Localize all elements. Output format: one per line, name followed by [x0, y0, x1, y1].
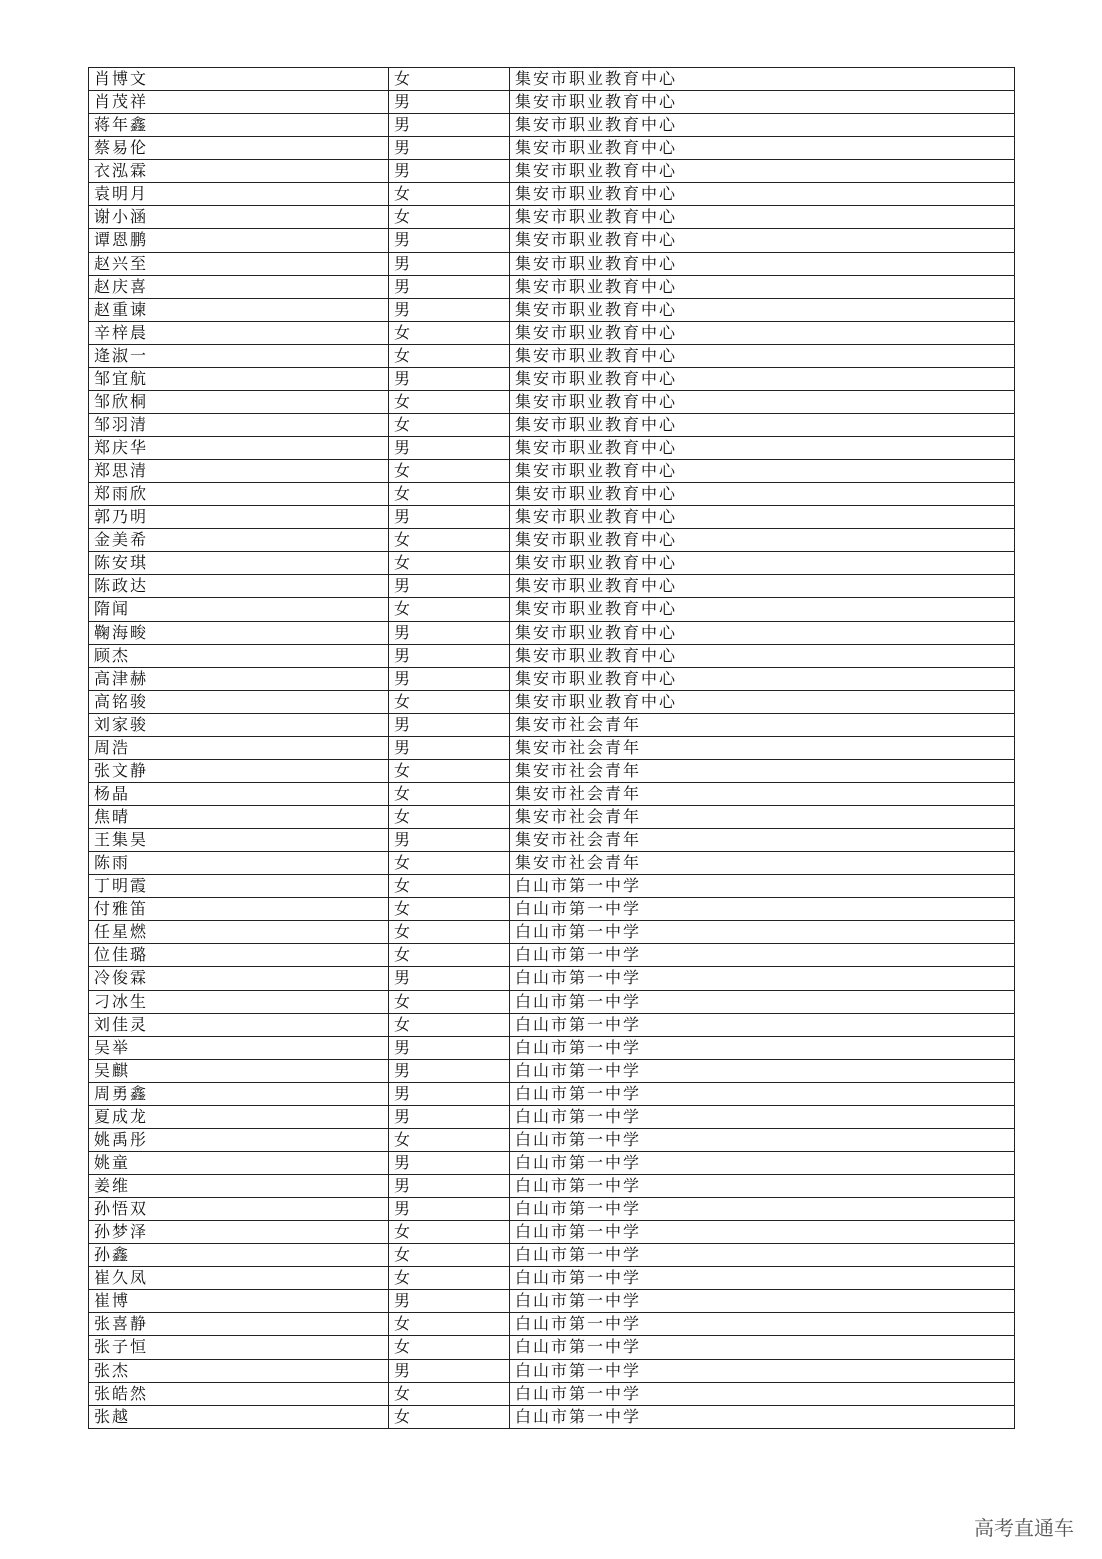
- name-cell: 郑庆华: [89, 437, 389, 460]
- table-row: [89, 483, 1015, 506]
- table-row: [89, 690, 1015, 713]
- table-row: [89, 1336, 1015, 1359]
- name-cell: 崔久凤: [89, 1267, 389, 1290]
- table-row: [89, 114, 1015, 137]
- table-row: [89, 252, 1015, 275]
- name-cell: 鞠海畯: [89, 621, 389, 644]
- name-cell: 焦晴: [89, 806, 389, 829]
- school-cell: 白山市第一中学: [510, 1336, 1015, 1359]
- school-cell: 集安市职业教育中心: [510, 321, 1015, 344]
- school-cell: 白山市第一中学: [510, 1128, 1015, 1151]
- school-cell: 白山市第一中学: [510, 1082, 1015, 1105]
- name-cell: 崔博: [89, 1290, 389, 1313]
- table-row: [89, 529, 1015, 552]
- table-row: [89, 1105, 1015, 1128]
- table-row: [89, 1359, 1015, 1382]
- name-cell: 陈政达: [89, 575, 389, 598]
- table-row: [89, 506, 1015, 529]
- name-cell: 丁明霞: [89, 875, 389, 898]
- table-row: [89, 967, 1015, 990]
- gender-cell: 男: [389, 736, 510, 759]
- name-cell: 周浩: [89, 736, 389, 759]
- school-cell: 集安市职业教育中心: [510, 344, 1015, 367]
- school-cell: 集安市职业教育中心: [510, 644, 1015, 667]
- name-cell: 赵兴至: [89, 252, 389, 275]
- name-cell: 赵重谏: [89, 298, 389, 321]
- school-cell: 集安市职业教育中心: [510, 506, 1015, 529]
- name-cell: 吴举: [89, 1036, 389, 1059]
- gender-cell: 男: [389, 1151, 510, 1174]
- school-cell: 白山市第一中学: [510, 1175, 1015, 1198]
- name-cell: 郭乃明: [89, 506, 389, 529]
- school-cell: 集安市职业教育中心: [510, 275, 1015, 298]
- table-row: [89, 1221, 1015, 1244]
- table-row: [89, 275, 1015, 298]
- school-cell: 白山市第一中学: [510, 1151, 1015, 1174]
- gender-cell: 女: [389, 759, 510, 782]
- gender-cell: 男: [389, 1105, 510, 1128]
- gender-cell: 女: [389, 921, 510, 944]
- name-cell: 杨晶: [89, 782, 389, 805]
- name-cell: 夏成龙: [89, 1105, 389, 1128]
- name-cell: 逄淑一: [89, 344, 389, 367]
- gender-cell: 男: [389, 1059, 510, 1082]
- name-cell: 刁冰生: [89, 990, 389, 1013]
- gender-cell: 女: [389, 1128, 510, 1151]
- school-cell: 白山市第一中学: [510, 1267, 1015, 1290]
- school-cell: 集安市职业教育中心: [510, 390, 1015, 413]
- gender-cell: 女: [389, 990, 510, 1013]
- gender-cell: 男: [389, 667, 510, 690]
- school-cell: 集安市职业教育中心: [510, 667, 1015, 690]
- gender-cell: 女: [389, 1405, 510, 1428]
- gender-cell: 男: [389, 713, 510, 736]
- table-row: [89, 91, 1015, 114]
- gender-cell: 男: [389, 160, 510, 183]
- school-cell: 集安市社会青年: [510, 736, 1015, 759]
- gender-cell: 男: [389, 252, 510, 275]
- name-cell: 辛梓晨: [89, 321, 389, 344]
- table-row: [89, 852, 1015, 875]
- name-cell: 姜维: [89, 1175, 389, 1198]
- table-row: [89, 736, 1015, 759]
- table-row: [89, 206, 1015, 229]
- table-row: [89, 1036, 1015, 1059]
- name-cell: 任星燃: [89, 921, 389, 944]
- gender-cell: 女: [389, 68, 510, 91]
- name-cell: 姚童: [89, 1151, 389, 1174]
- school-cell: 集安市职业教育中心: [510, 529, 1015, 552]
- name-cell: 刘佳灵: [89, 1013, 389, 1036]
- gender-cell: 男: [389, 114, 510, 137]
- name-cell: 衣泓霖: [89, 160, 389, 183]
- gender-cell: 女: [389, 852, 510, 875]
- school-cell: 白山市第一中学: [510, 1359, 1015, 1382]
- gender-cell: 男: [389, 1036, 510, 1059]
- name-cell: 蔡易伦: [89, 137, 389, 160]
- school-cell: 集安市社会青年: [510, 759, 1015, 782]
- gender-cell: 女: [389, 183, 510, 206]
- gender-cell: 女: [389, 1013, 510, 1036]
- table-row: [89, 759, 1015, 782]
- school-cell: 集安市职业教育中心: [510, 298, 1015, 321]
- gender-cell: 女: [389, 782, 510, 805]
- gender-cell: 女: [389, 321, 510, 344]
- table-row: [89, 1082, 1015, 1105]
- roster-table: [88, 67, 1015, 1429]
- table-row: [89, 944, 1015, 967]
- table-row: [89, 344, 1015, 367]
- table-row: [89, 229, 1015, 252]
- table-row: [89, 1313, 1015, 1336]
- gender-cell: 男: [389, 967, 510, 990]
- table-row: [89, 644, 1015, 667]
- gender-cell: 男: [389, 829, 510, 852]
- school-cell: 白山市第一中学: [510, 944, 1015, 967]
- table-row: [89, 460, 1015, 483]
- school-cell: 白山市第一中学: [510, 1221, 1015, 1244]
- school-cell: 白山市第一中学: [510, 1405, 1015, 1428]
- school-cell: 集安市职业教育中心: [510, 413, 1015, 436]
- table-row: [89, 1198, 1015, 1221]
- name-cell: 肖博文: [89, 68, 389, 91]
- table-row: [89, 390, 1015, 413]
- table-row: [89, 921, 1015, 944]
- name-cell: 王集昊: [89, 829, 389, 852]
- table-row: [89, 1175, 1015, 1198]
- gender-cell: 男: [389, 1175, 510, 1198]
- table-row: [89, 598, 1015, 621]
- school-cell: 集安市职业教育中心: [510, 367, 1015, 390]
- school-cell: 白山市第一中学: [510, 898, 1015, 921]
- school-cell: 集安市社会青年: [510, 713, 1015, 736]
- table-row: [89, 1267, 1015, 1290]
- gender-cell: 女: [389, 690, 510, 713]
- table-row: [89, 990, 1015, 1013]
- name-cell: 张杰: [89, 1359, 389, 1382]
- table-row: [89, 667, 1015, 690]
- school-cell: 白山市第一中学: [510, 1382, 1015, 1405]
- gender-cell: 男: [389, 298, 510, 321]
- school-cell: 集安市职业教育中心: [510, 252, 1015, 275]
- gender-cell: 男: [389, 1198, 510, 1221]
- table-row: [89, 437, 1015, 460]
- name-cell: 郑思清: [89, 460, 389, 483]
- school-cell: 白山市第一中学: [510, 1244, 1015, 1267]
- name-cell: 谭恩鹏: [89, 229, 389, 252]
- name-cell: 顾杰: [89, 644, 389, 667]
- gender-cell: 女: [389, 344, 510, 367]
- gender-cell: 女: [389, 806, 510, 829]
- gender-cell: 女: [389, 1313, 510, 1336]
- school-cell: 集安市职业教育中心: [510, 183, 1015, 206]
- gender-cell: 女: [389, 1382, 510, 1405]
- table-row: [89, 183, 1015, 206]
- gender-cell: 男: [389, 621, 510, 644]
- name-cell: 冷俊霖: [89, 967, 389, 990]
- school-cell: 集安市社会青年: [510, 782, 1015, 805]
- school-cell: 白山市第一中学: [510, 1313, 1015, 1336]
- table-row: [89, 875, 1015, 898]
- gender-cell: 男: [389, 1290, 510, 1313]
- name-cell: 高铭骏: [89, 690, 389, 713]
- roster-body: [89, 68, 1015, 1429]
- gender-cell: 女: [389, 944, 510, 967]
- gender-cell: 男: [389, 506, 510, 529]
- table-row: [89, 68, 1015, 91]
- school-cell: 集安市社会青年: [510, 806, 1015, 829]
- table-row: [89, 1059, 1015, 1082]
- school-cell: 白山市第一中学: [510, 1198, 1015, 1221]
- table-row: [89, 713, 1015, 736]
- table-row: [89, 160, 1015, 183]
- school-cell: 集安市职业教育中心: [510, 621, 1015, 644]
- name-cell: 张皓然: [89, 1382, 389, 1405]
- name-cell: 袁明月: [89, 183, 389, 206]
- gender-cell: 男: [389, 367, 510, 390]
- gender-cell: 男: [389, 275, 510, 298]
- table-row: [89, 1405, 1015, 1428]
- table-row: [89, 367, 1015, 390]
- name-cell: 郑雨欣: [89, 483, 389, 506]
- table-row: [89, 1128, 1015, 1151]
- table-row: [89, 1290, 1015, 1313]
- school-cell: 集安市职业教育中心: [510, 137, 1015, 160]
- school-cell: 白山市第一中学: [510, 1059, 1015, 1082]
- gender-cell: 男: [389, 137, 510, 160]
- table-row: [89, 321, 1015, 344]
- school-cell: 白山市第一中学: [510, 1105, 1015, 1128]
- table-row: [89, 898, 1015, 921]
- gender-cell: 女: [389, 1244, 510, 1267]
- name-cell: 高津赫: [89, 667, 389, 690]
- table-row: [89, 621, 1015, 644]
- table-row: [89, 1382, 1015, 1405]
- name-cell: 周勇鑫: [89, 1082, 389, 1105]
- school-cell: 集安市职业教育中心: [510, 460, 1015, 483]
- school-cell: 白山市第一中学: [510, 921, 1015, 944]
- name-cell: 刘家骏: [89, 713, 389, 736]
- table-row: [89, 298, 1015, 321]
- gender-cell: 女: [389, 413, 510, 436]
- table-row: [89, 806, 1015, 829]
- gender-cell: 男: [389, 91, 510, 114]
- name-cell: 张越: [89, 1405, 389, 1428]
- school-cell: 集安市社会青年: [510, 829, 1015, 852]
- school-cell: 集安市职业教育中心: [510, 690, 1015, 713]
- gender-cell: 男: [389, 575, 510, 598]
- name-cell: 姚禹彤: [89, 1128, 389, 1151]
- school-cell: 白山市第一中学: [510, 1036, 1015, 1059]
- school-cell: 白山市第一中学: [510, 990, 1015, 1013]
- gender-cell: 女: [389, 390, 510, 413]
- name-cell: 邹欣桐: [89, 390, 389, 413]
- gender-cell: 女: [389, 1336, 510, 1359]
- name-cell: 肖茂祥: [89, 91, 389, 114]
- name-cell: 孙悟双: [89, 1198, 389, 1221]
- table-row: [89, 575, 1015, 598]
- name-cell: 张喜静: [89, 1313, 389, 1336]
- table-row: [89, 782, 1015, 805]
- name-cell: 孙梦泽: [89, 1221, 389, 1244]
- name-cell: 付雅笛: [89, 898, 389, 921]
- school-cell: 集安市职业教育中心: [510, 437, 1015, 460]
- school-cell: 白山市第一中学: [510, 875, 1015, 898]
- gender-cell: 女: [389, 598, 510, 621]
- school-cell: 集安市职业教育中心: [510, 114, 1015, 137]
- name-cell: 张文静: [89, 759, 389, 782]
- name-cell: 张子恒: [89, 1336, 389, 1359]
- gender-cell: 女: [389, 552, 510, 575]
- name-cell: 陈安琪: [89, 552, 389, 575]
- name-cell: 邹羽清: [89, 413, 389, 436]
- school-cell: 集安市职业教育中心: [510, 598, 1015, 621]
- school-cell: 集安市职业教育中心: [510, 229, 1015, 252]
- gender-cell: 女: [389, 460, 510, 483]
- school-cell: 集安市职业教育中心: [510, 91, 1015, 114]
- name-cell: 隋闻: [89, 598, 389, 621]
- gender-cell: 女: [389, 206, 510, 229]
- table-row: [89, 1151, 1015, 1174]
- table-row: [89, 1244, 1015, 1267]
- school-cell: 白山市第一中学: [510, 967, 1015, 990]
- school-cell: 白山市第一中学: [510, 1013, 1015, 1036]
- name-cell: 金美希: [89, 529, 389, 552]
- gender-cell: 女: [389, 1221, 510, 1244]
- gender-cell: 女: [389, 1267, 510, 1290]
- gender-cell: 女: [389, 483, 510, 506]
- table-row: [89, 413, 1015, 436]
- watermark-text: 高考直通车: [974, 1516, 1074, 1540]
- school-cell: 集安市职业教育中心: [510, 68, 1015, 91]
- table-row: [89, 1013, 1015, 1036]
- gender-cell: 男: [389, 1082, 510, 1105]
- school-cell: 白山市第一中学: [510, 1290, 1015, 1313]
- school-cell: 集安市职业教育中心: [510, 160, 1015, 183]
- table-row: [89, 829, 1015, 852]
- school-cell: 集安市职业教育中心: [510, 575, 1015, 598]
- name-cell: 蒋年鑫: [89, 114, 389, 137]
- name-cell: 陈雨: [89, 852, 389, 875]
- name-cell: 赵庆喜: [89, 275, 389, 298]
- gender-cell: 女: [389, 875, 510, 898]
- gender-cell: 男: [389, 229, 510, 252]
- table-row: [89, 552, 1015, 575]
- school-cell: 集安市职业教育中心: [510, 483, 1015, 506]
- gender-cell: 女: [389, 529, 510, 552]
- gender-cell: 女: [389, 898, 510, 921]
- school-cell: 集安市社会青年: [510, 852, 1015, 875]
- school-cell: 集安市职业教育中心: [510, 206, 1015, 229]
- table-row: [89, 137, 1015, 160]
- name-cell: 谢小涵: [89, 206, 389, 229]
- school-cell: 集安市职业教育中心: [510, 552, 1015, 575]
- gender-cell: 男: [389, 437, 510, 460]
- name-cell: 孙鑫: [89, 1244, 389, 1267]
- name-cell: 位佳璐: [89, 944, 389, 967]
- gender-cell: 男: [389, 644, 510, 667]
- name-cell: 邹宜航: [89, 367, 389, 390]
- name-cell: 吴麒: [89, 1059, 389, 1082]
- gender-cell: 男: [389, 1359, 510, 1382]
